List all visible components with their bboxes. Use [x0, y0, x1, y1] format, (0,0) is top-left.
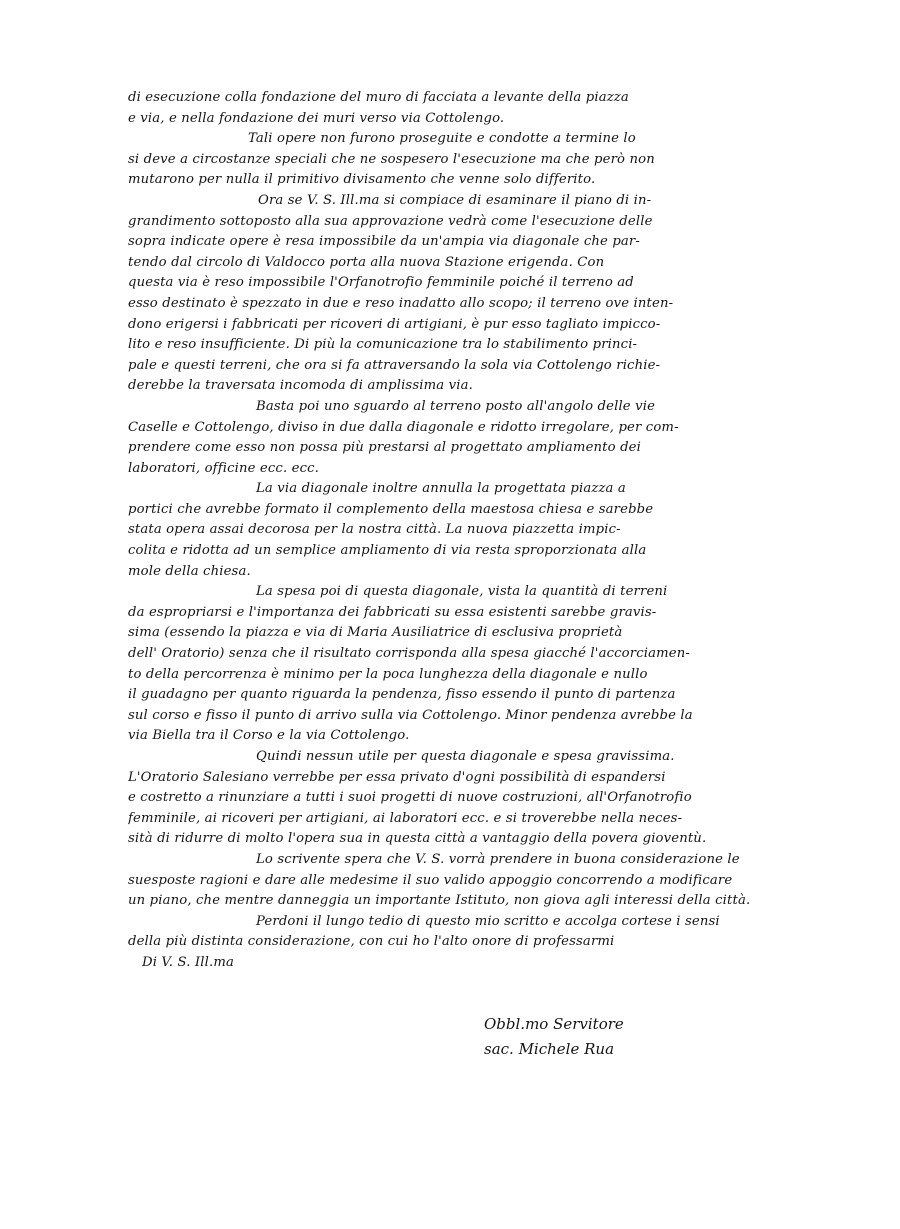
letter-line: femminile, ai ricoveri per artigiani, ai laboratori ecc. e si troverebbe nella neces- — [128, 810, 683, 826]
letter-line: stata opera assai decorosa per la nostra città. La nuova piazzetta impic- — [128, 522, 621, 538]
letter-line: L'Oratorio Salesiano verrebbe per essa privato d'ogni possibilità di espandersi — [128, 769, 666, 785]
letter-line: portici che avrebbe formato il complemento della maestosa chiesa e sarebbe — [128, 501, 654, 517]
letter-line: mole della chiesa. — [128, 563, 251, 579]
letter-line: un piano, che mentre danneggia un importante Istituto, non giova agli interessi della città. — [128, 893, 751, 909]
letter-line: si deve a circostanze speciali che ne sospesero l'esecuzione ma che però non — [128, 151, 655, 167]
letter-line: via Biella tra il Corso e la via Cottolengo. — [128, 728, 410, 744]
letter-line: e costretto a rinunziare a tutti i suoi progetti di nuove costruzioni, all'Orfanotrofio — [128, 790, 692, 806]
letter-line: grandimento sottoposto alla sua approvazione vedrà come l'esecuzione delle — [128, 213, 653, 229]
letter-line: to della percorrenza è minimo per la poca lunghezza della diagonale e nullo — [128, 666, 648, 682]
letter-line: della più distinta considerazione, con cui ho l'alto onore di professarmi — [128, 934, 615, 950]
letter-line: questa via è reso impossibile l'Orfanotrofio femminile poiché il terreno ad — [128, 275, 634, 291]
letter-line: mutarono per nulla il primitivo divisamento che venne solo differito. — [128, 172, 596, 188]
letter-line: suesposte ragioni e dare alle medesime il suo valido appoggio concorrendo a modificare — [128, 872, 733, 888]
signature-block — [484, 1012, 744, 1062]
letter-line: Tali opere non furono proseguite e condotte a termine lo — [248, 131, 636, 147]
letter-line: lito e reso insufficiente. Di più la comunicazione tra lo stabilimento princi- — [128, 337, 638, 353]
letter-line: il guadagno per quanto riguarda la pendenza, fisso essendo il punto di partenza — [128, 687, 676, 703]
letter-line: e via, e nella fondazione dei muri verso via Cottolengo. — [128, 110, 505, 126]
letter-line: Lo scrivente spera che V. S. vorrà prendere in buona considerazione le — [256, 851, 740, 867]
letter-line: di esecuzione colla fondazione del muro di facciata a levante della piazza — [128, 90, 629, 105]
letter-line: Basta poi uno sguardo al terreno posto all'angolo delle vie — [256, 398, 656, 414]
letter-line: Quindi nessun utile per questa diagonale e spesa gravissima. — [256, 749, 675, 764]
letter-line: colita e ridotta ad un semplice ampliamento di via resta sproporzionata alla — [128, 543, 647, 559]
letter-line: dono erigersi i fabbricati per ricoveri di artigiani, è pur esso tagliato impicco- — [128, 316, 661, 332]
letter-line: Caselle e Cottolengo, diviso in due dalla diagonale e ridotto irregolare, per com- — [128, 419, 679, 435]
letter-line: da espropriarsi e l'importanza dei fabbricati su essa esistenti sarebbe gravis- — [128, 604, 657, 620]
letter-line: derebbe la traversata incomoda di amplissima via. — [128, 378, 473, 394]
letter-line: Di V. S. Ill.ma — [142, 954, 234, 970]
signature-name: sac. Michele Rua — [484, 1040, 615, 1058]
letter-line: esso destinato è spezzato in due e reso inadatto allo scopo; il terreno ove inten- — [128, 295, 674, 311]
letter-line: sima (essendo la piazza e via di Maria Ausiliatrice di esclusiva proprietà — [128, 625, 623, 641]
letter-line: Perdoni il lungo tedio di questo mio scritto e accolga cortese i sensi — [256, 913, 720, 929]
letter-line: laboratori, officine ecc. ecc. — [128, 460, 320, 476]
letter-line: La spesa poi di questa diagonale, vista la quantità di terreni — [256, 584, 668, 600]
closing-line: Obbl.mo Servitore — [484, 1015, 624, 1033]
letter-line: prendere come esso non possa più prestarsi al progettato ampliamento dei — [128, 440, 641, 456]
letter-line: Ora se V. S. Ill.ma si compiace di esaminare il piano di in- — [258, 192, 652, 208]
letter-line: sità di ridurre di molto l'opera sua in questa città a vantaggio della povera gioventù. — [128, 831, 707, 847]
letter-line: sopra indicate opere è resa impossibile da un'ampia via diagonale che par- — [128, 234, 640, 250]
letter-line: sul corso e fisso il punto di arrivo sulla via Cottolengo. Minor pendenza avrebbe la — [128, 707, 693, 723]
letter-line: La via diagonale inoltre annulla la progettata piazza a — [256, 481, 626, 497]
letter-line: dell' Oratorio) senza che il risultato corrisponda alla spesa giacché l'accorciamen- — [128, 646, 690, 662]
letter-line: pale e questi terreni, che ora si fa attraversando la sola via Cottolengo richie- — [128, 357, 661, 373]
letter-line: tendo dal circolo di Valdocco porta alla nuova Stazione erigenda. Con — [128, 254, 605, 270]
letter-body — [128, 88, 796, 974]
